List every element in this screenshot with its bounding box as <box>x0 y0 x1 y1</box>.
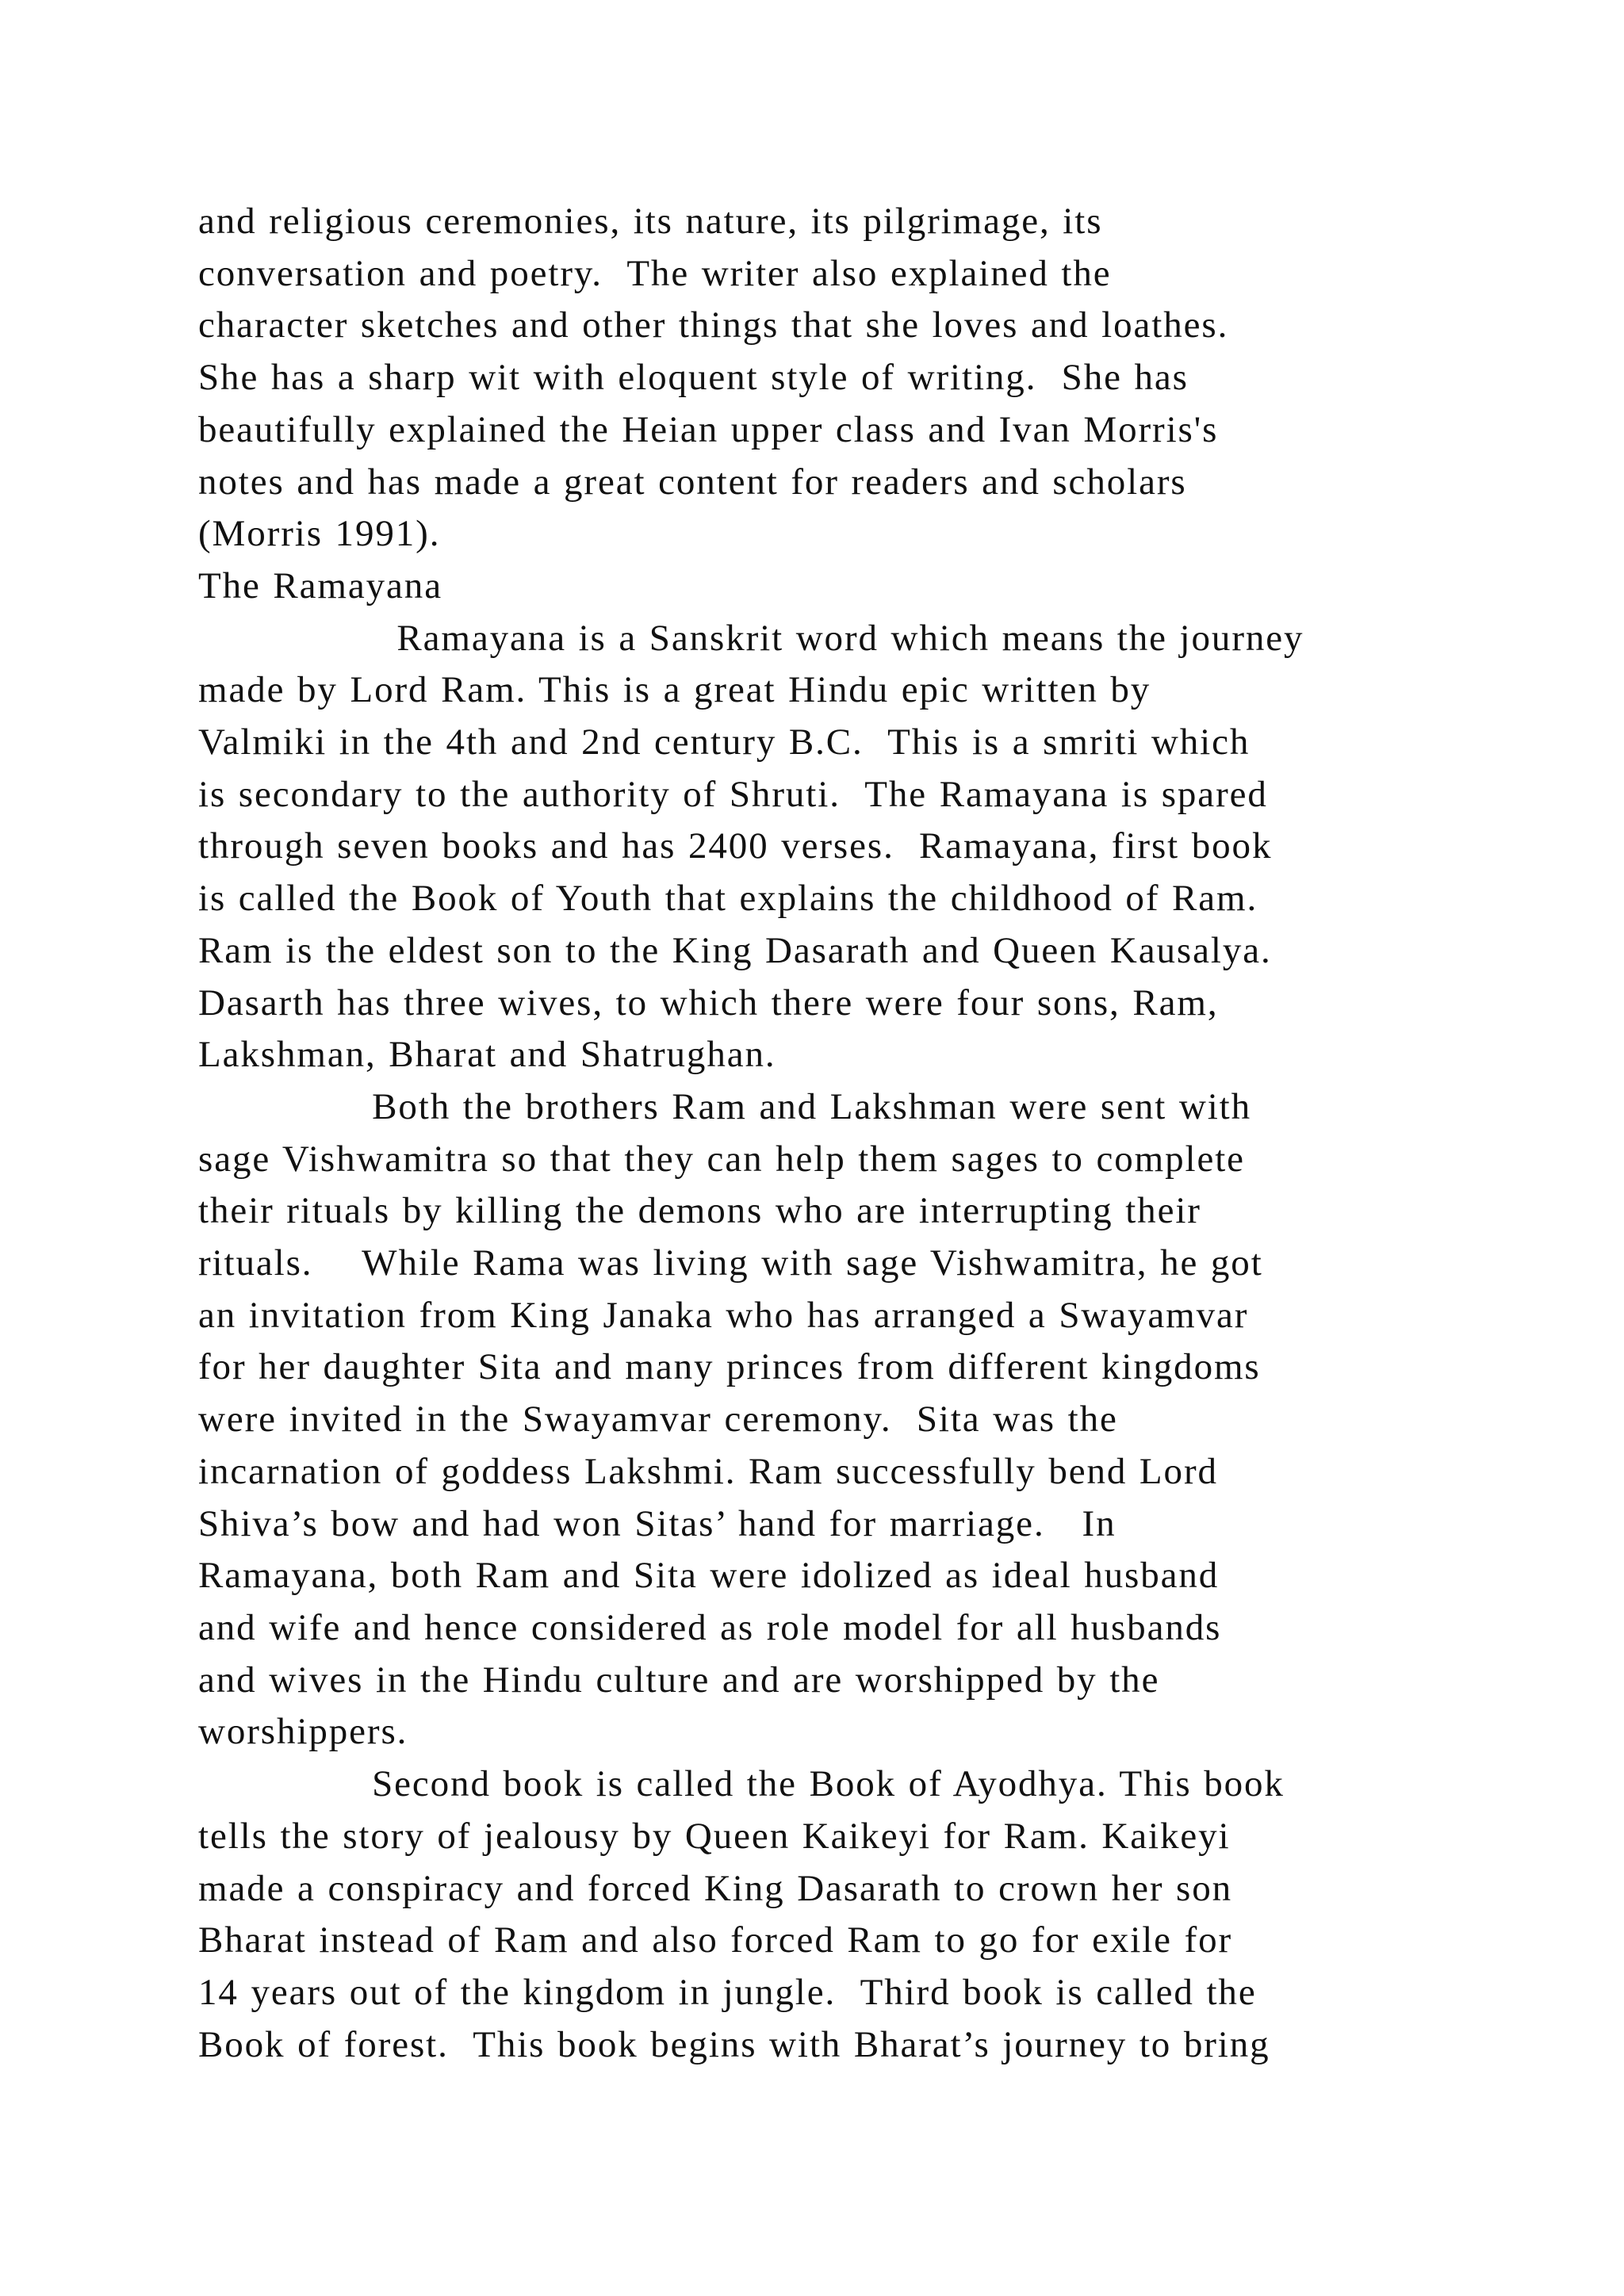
text-line: were invited in the Swayamvar ceremony. Sita was the <box>198 1399 1118 1441</box>
text-line: Ramayana, both Ram and Sita were idolized as ideal husband <box>198 1555 1220 1597</box>
text-line: Valmiki in the 4th and 2nd century B.C. This is a smriti which <box>198 721 1251 763</box>
text-line: beautifully explained the Heian upper class and Ivan Morris's <box>198 408 1219 450</box>
text-line: conversation and poetry. The writer also explained the <box>198 252 1112 294</box>
text-line: worshippers. <box>198 1711 408 1753</box>
text-line: made a conspiracy and forced King Dasarath to crown her son <box>198 1867 1233 1909</box>
text-line: notes and has made a great content for readers and scholars <box>198 461 1187 503</box>
text-line: Ram is the eldest son to the King Dasarath and Queen Kausalya. <box>198 929 1272 971</box>
text-line: an invitation from King Janaka who has arranged a Swayamvar <box>198 1294 1249 1336</box>
text-line: sage Vishwamitra so that they can help them sages to complete <box>198 1138 1245 1180</box>
text-line: and wives in the Hindu culture and are worshipped by the <box>198 1659 1160 1701</box>
text-line: is called the Book of Youth that explains the childhood of Ram. <box>198 878 1258 920</box>
text-line: tells the story of jealousy by Queen Kaikeyi for Ram. Kaikeyi <box>198 1815 1231 1857</box>
text-line: Book of forest. This book begins with Bharat’s journey to bring <box>198 2023 1270 2065</box>
text-line: made by Lord Ram. This is a great Hindu epic written by <box>198 669 1151 711</box>
text-line: Shiva’s bow and had won Sitas’ hand for marriage. In <box>198 1502 1116 1544</box>
text-line: (Morris 1991). <box>198 513 441 555</box>
text-line: Second book is called the Book of Ayodhya. This book <box>198 1763 1285 1805</box>
text-line: 14 years out of the kingdom in jungle. Third book is called the <box>198 1971 1257 2013</box>
text-line: and religious ceremonies, its nature, its pilgrimage, its <box>198 201 1103 242</box>
text-line: their rituals by killing the demons who are interrupting their <box>198 1190 1201 1232</box>
section-heading: The Ramayana <box>198 564 442 607</box>
text-line: is secondary to the authority of Shruti. The Ramayana is spared <box>198 773 1268 815</box>
text-line: Both the brothers Ram and Lakshman were sent with <box>198 1085 1252 1127</box>
text-line: Dasarth has three wives, to which there were four sons, Ram, <box>198 982 1219 1024</box>
text-line: incarnation of goddess Lakshmi. Ram successfully bend Lord <box>198 1450 1218 1492</box>
text-line: Bharat instead of Ram and also forced Ram to go for exile for <box>198 1919 1233 1961</box>
text-line: through seven books and has 2400 verses. Ramayana, first book <box>198 825 1273 867</box>
text-line: She has a sharp wit with eloquent style of writing. She has <box>198 357 1189 399</box>
text-line: character sketches and other things that she loves and loathes. <box>198 304 1229 346</box>
body-text <box>198 196 1451 2071</box>
text-line: and wife and hence considered as role model for all husbands <box>198 1606 1222 1648</box>
text-line: for her daughter Sita and many princes from different kingdoms <box>198 1346 1261 1388</box>
text-line: rituals. While Rama was living with sage Vishwamitra, he got <box>198 1242 1263 1284</box>
text-line: Ramayana is a Sanskrit word which means the journey <box>198 617 1304 659</box>
text-line: Lakshman, Bharat and Shatrughan. <box>198 1034 776 1076</box>
